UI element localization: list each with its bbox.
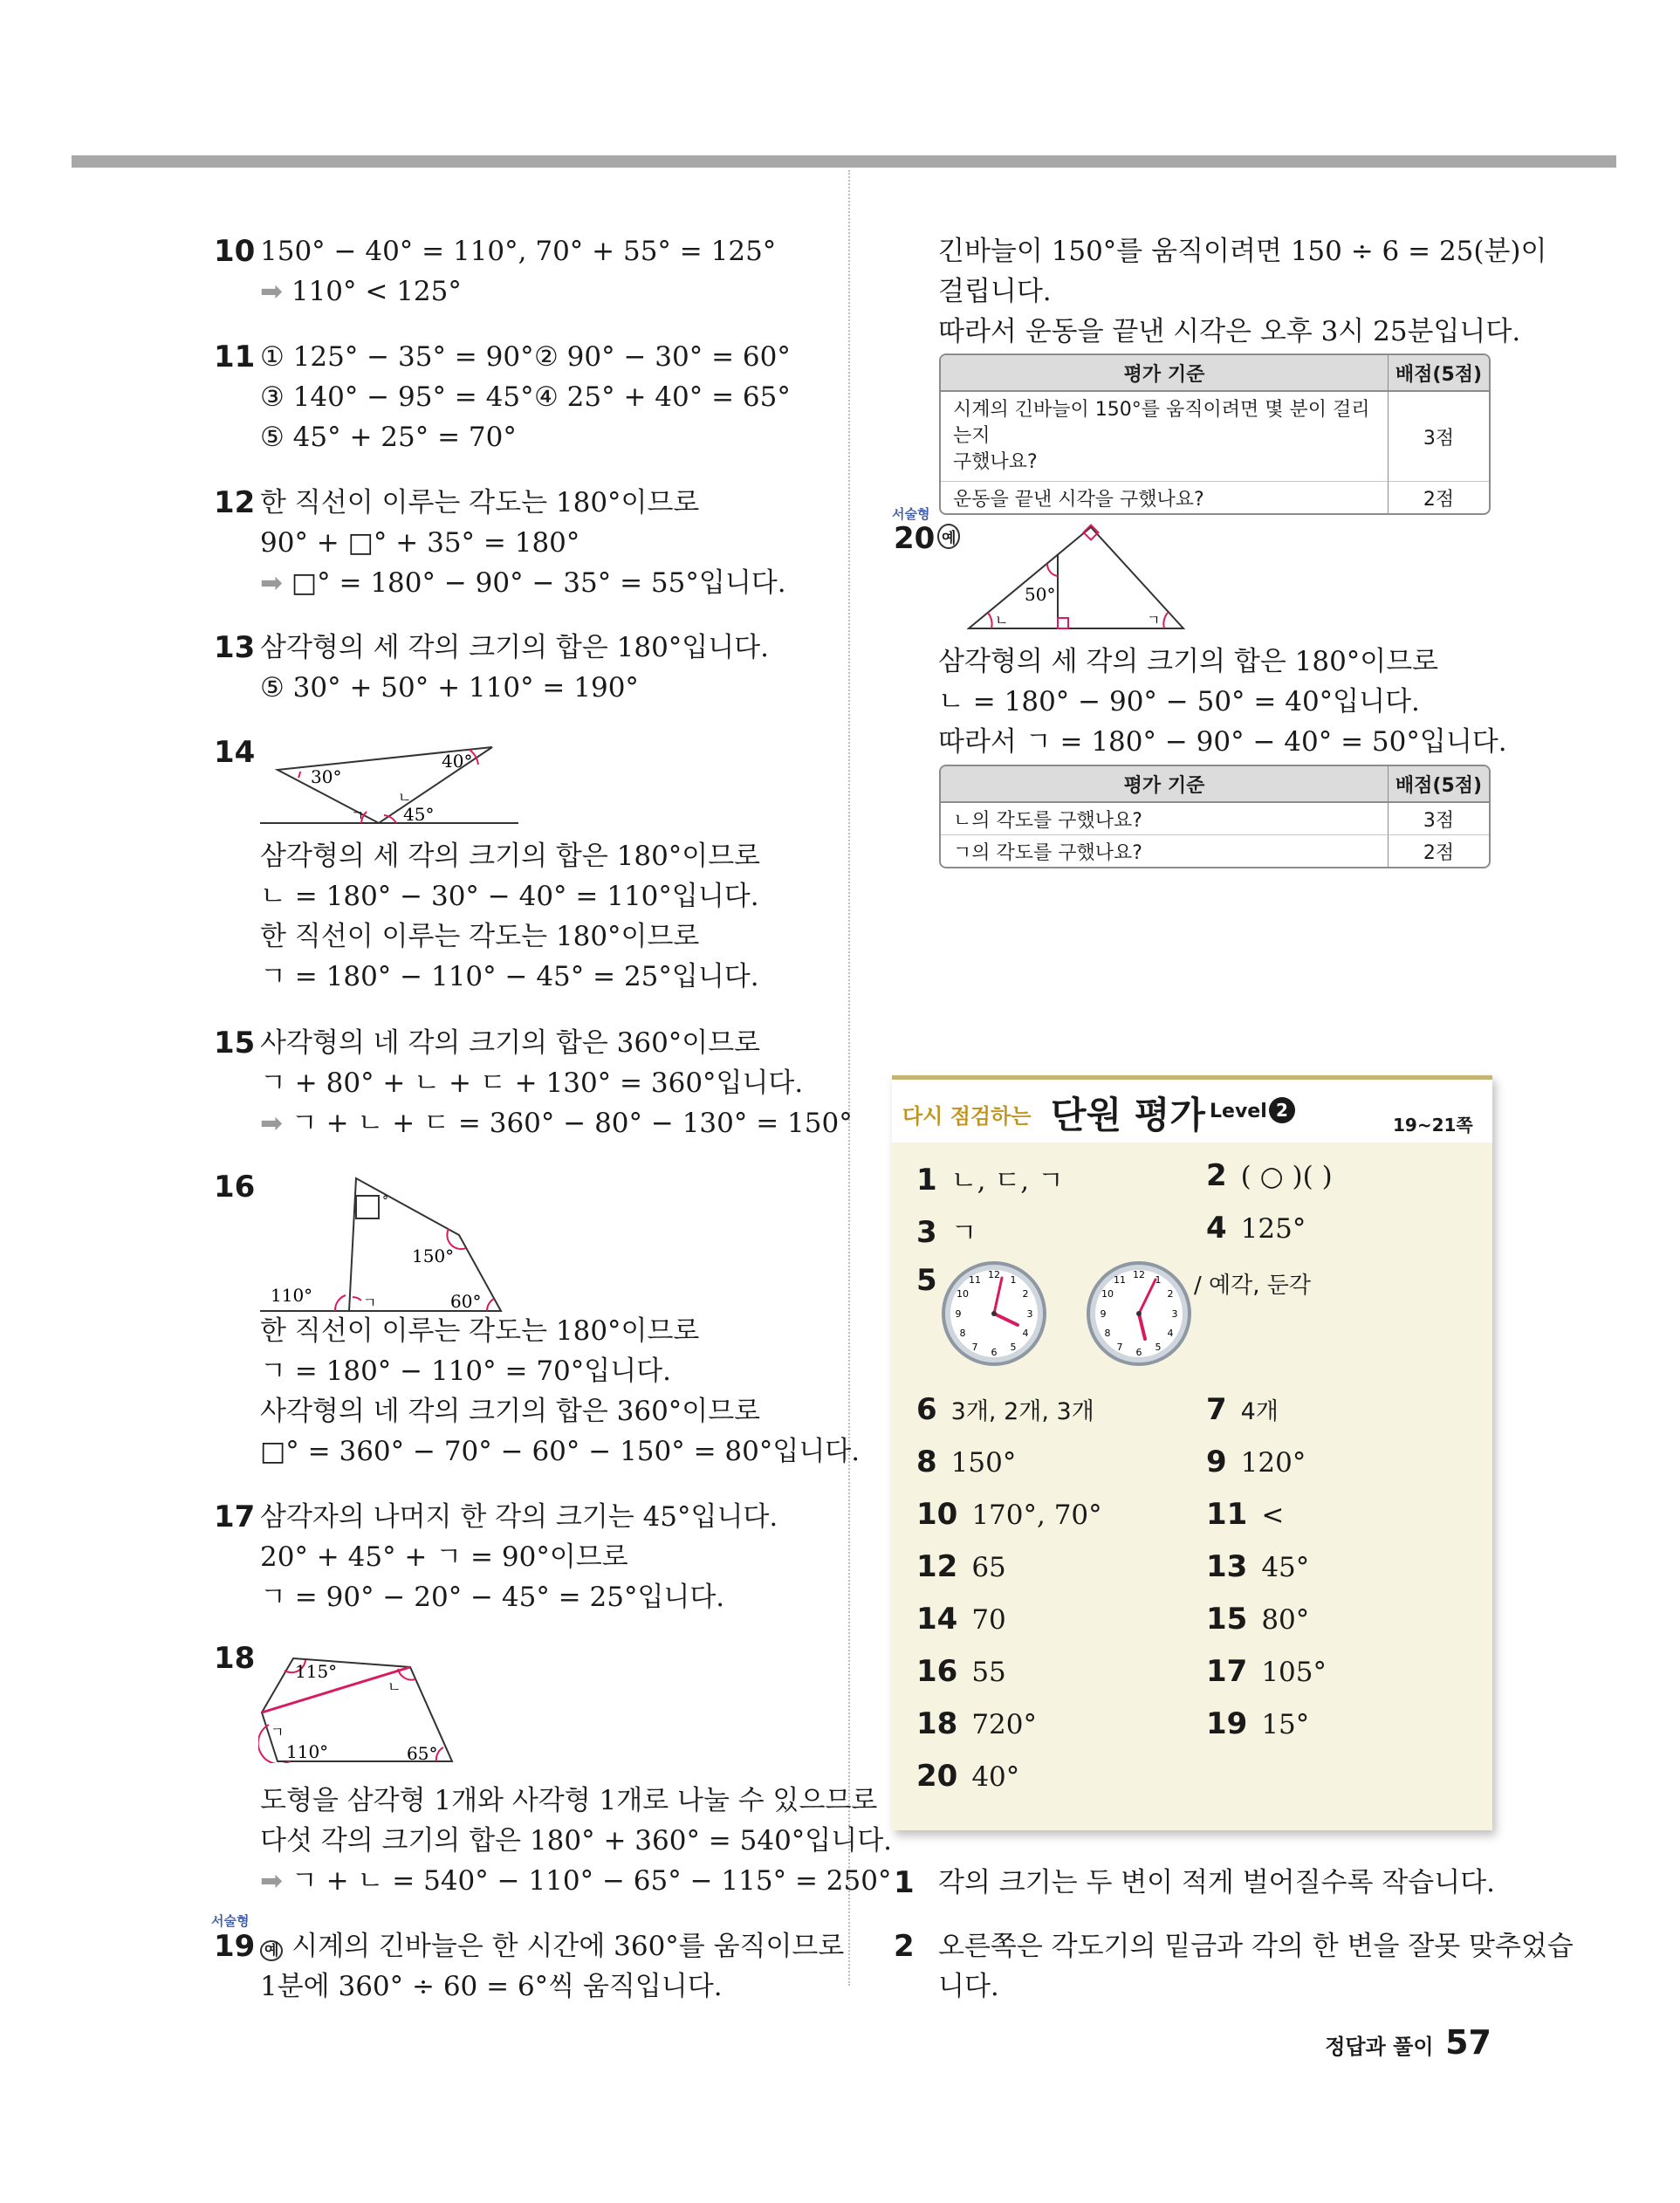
example-badge: 예 <box>937 524 960 549</box>
top-bar <box>72 155 1616 168</box>
svg-text:2: 2 <box>1022 1288 1029 1300</box>
q19-tag: 서술형 <box>211 1913 250 1929</box>
svg-text:7: 7 <box>971 1342 978 1353</box>
q16-number: 16 <box>214 1170 256 1204</box>
svg-text:9: 9 <box>1100 1308 1107 1320</box>
unit-review-box <box>892 1075 1492 1830</box>
example-badge: 예 <box>260 1940 283 1961</box>
answer-10: 10 170°, 70° <box>916 1497 1102 1532</box>
svg-text:40°: 40° <box>442 751 473 772</box>
answer-5: 5 <box>916 1263 937 1298</box>
answer-17: 17 105° <box>1206 1654 1327 1689</box>
svg-text:ㄱ: ㄱ <box>1147 612 1161 628</box>
q19-evaluation-table: 평가 기준 배점(5점) 시계의 긴바늘이 150°를 움직이려면 몇 분이 걸리는지 구했나요? 3점 운동을 끝낸 시각을 구했나요? 2점 <box>939 353 1491 515</box>
svg-text:ㄱ: ㄱ <box>351 807 365 824</box>
svg-text:110°: 110° <box>271 1285 313 1306</box>
svg-text:ㄱ: ㄱ <box>271 1724 285 1740</box>
page-range: 19~21쪽 <box>1393 1115 1473 1136</box>
svg-text:12: 12 <box>1133 1269 1145 1280</box>
svg-text:8: 8 <box>959 1328 966 1339</box>
q16-figure <box>258 1170 511 1314</box>
answer-7: 7 4개 <box>1206 1392 1279 1427</box>
q10-number: 10 <box>214 234 256 269</box>
svg-text:9: 9 <box>955 1308 962 1320</box>
q18-number: 18 <box>214 1641 256 1676</box>
svg-text:110°: 110° <box>286 1741 329 1762</box>
explanation-2-number: 2 <box>894 1929 915 1964</box>
answer-1: 1 ㄴ, ㄷ, ㄱ <box>916 1163 1064 1198</box>
svg-text:5: 5 <box>1155 1342 1162 1353</box>
svg-text:10: 10 <box>1101 1288 1114 1300</box>
arrow-icon: ➡ <box>260 1865 283 1897</box>
answer-18: 18 720° <box>916 1706 1037 1741</box>
answer-4: 4 125° <box>1206 1211 1306 1246</box>
answer-19: 19 15° <box>1206 1706 1310 1741</box>
clock-icon <box>939 1259 1049 1369</box>
explanation-1-number: 1 <box>894 1865 915 1900</box>
answer-13: 13 45° <box>1206 1549 1310 1584</box>
page-number: 57 <box>1445 2023 1491 2062</box>
q20-evaluation-table: 평가 기준 배점(5점) ㄴ의 각도를 구했나요? 3점 ㄱ의 각도를 구했나요? 2점 <box>939 765 1491 868</box>
answer-3: 3 ㄱ <box>916 1215 977 1250</box>
q12-number: 12 <box>214 485 256 520</box>
svg-text:7: 7 <box>1116 1342 1123 1353</box>
svg-text:11: 11 <box>969 1274 981 1286</box>
svg-text:1: 1 <box>1155 1274 1162 1286</box>
unit-review-title: 단원 평가 <box>1051 1094 1205 1136</box>
svg-text:3: 3 <box>1171 1308 1178 1320</box>
q15-number: 15 <box>214 1026 256 1060</box>
answer-16: 16 55 <box>916 1654 1006 1689</box>
column-divider <box>848 170 850 1986</box>
q14-number: 14 <box>214 735 256 770</box>
svg-text:10: 10 <box>957 1288 969 1300</box>
unit-review-header: 다시 점검하는 단원 평가 Level 2 19~21쪽 <box>892 1080 1492 1143</box>
q14-figure <box>258 733 520 829</box>
answer-20: 20 40° <box>916 1759 1020 1794</box>
q17-number: 17 <box>214 1500 256 1534</box>
svg-text:8: 8 <box>1104 1328 1111 1339</box>
answer-2: 2 ( ○ )( ) <box>1206 1158 1333 1193</box>
svg-text:150°: 150° <box>412 1246 455 1266</box>
svg-text:12: 12 <box>988 1269 1000 1280</box>
svg-text:65°: 65° <box>407 1743 438 1763</box>
svg-text:50°: 50° <box>1025 584 1056 605</box>
footer-label: 정답과 풀이 <box>1325 2035 1434 2059</box>
svg-text:115°: 115° <box>295 1661 338 1682</box>
answer-5-text: / 예각, 둔각 <box>1194 1273 1312 1299</box>
arrow-icon: ➡ <box>260 1108 283 1139</box>
svg-text:11: 11 <box>1114 1274 1126 1286</box>
answer-12: 12 65 <box>916 1549 1006 1584</box>
arrow-icon: ➡ <box>260 276 283 307</box>
q13-number: 13 <box>214 630 256 665</box>
answer-14: 14 70 <box>916 1602 1006 1637</box>
q20-tag: 서술형 <box>892 506 930 522</box>
svg-text:30°: 30° <box>311 766 342 787</box>
svg-text:2: 2 <box>1167 1288 1174 1300</box>
clock-icon <box>1084 1259 1194 1369</box>
q11-number: 11 <box>214 340 256 374</box>
page-footer <box>1325 2023 1491 2062</box>
svg-text:5: 5 <box>1010 1342 1017 1353</box>
svg-text:4: 4 <box>1167 1328 1174 1339</box>
answer-8: 8 150° <box>916 1445 1017 1479</box>
svg-text:1: 1 <box>1010 1274 1017 1286</box>
svg-text:6: 6 <box>1135 1347 1142 1358</box>
q19-number: 19 <box>214 1929 256 1964</box>
answer-11: 11 < <box>1206 1497 1285 1532</box>
answer-9: 9 120° <box>1206 1445 1306 1479</box>
svg-text:45°: 45° <box>403 804 435 825</box>
q20-number: 20 <box>894 521 936 556</box>
q18-figure <box>258 1650 459 1763</box>
answer-6: 6 3개, 2개, 3개 <box>916 1392 1094 1427</box>
svg-text:ㄴ: ㄴ <box>387 1678 401 1695</box>
svg-text:°: ° <box>382 1194 388 1208</box>
arrow-icon: ➡ <box>260 567 283 599</box>
svg-text:60°: 60° <box>450 1291 482 1312</box>
svg-text:4: 4 <box>1022 1328 1029 1339</box>
svg-text:3: 3 <box>1026 1308 1033 1320</box>
q20-figure <box>967 522 1185 631</box>
svg-text:ㄴ: ㄴ <box>398 789 412 806</box>
level-badge: 2 <box>1269 1097 1295 1123</box>
svg-text:6: 6 <box>991 1347 998 1358</box>
svg-text:ㄴ: ㄴ <box>995 612 1009 628</box>
answer-15: 15 80° <box>1206 1602 1310 1637</box>
svg-text:ㄱ: ㄱ <box>363 1294 377 1311</box>
